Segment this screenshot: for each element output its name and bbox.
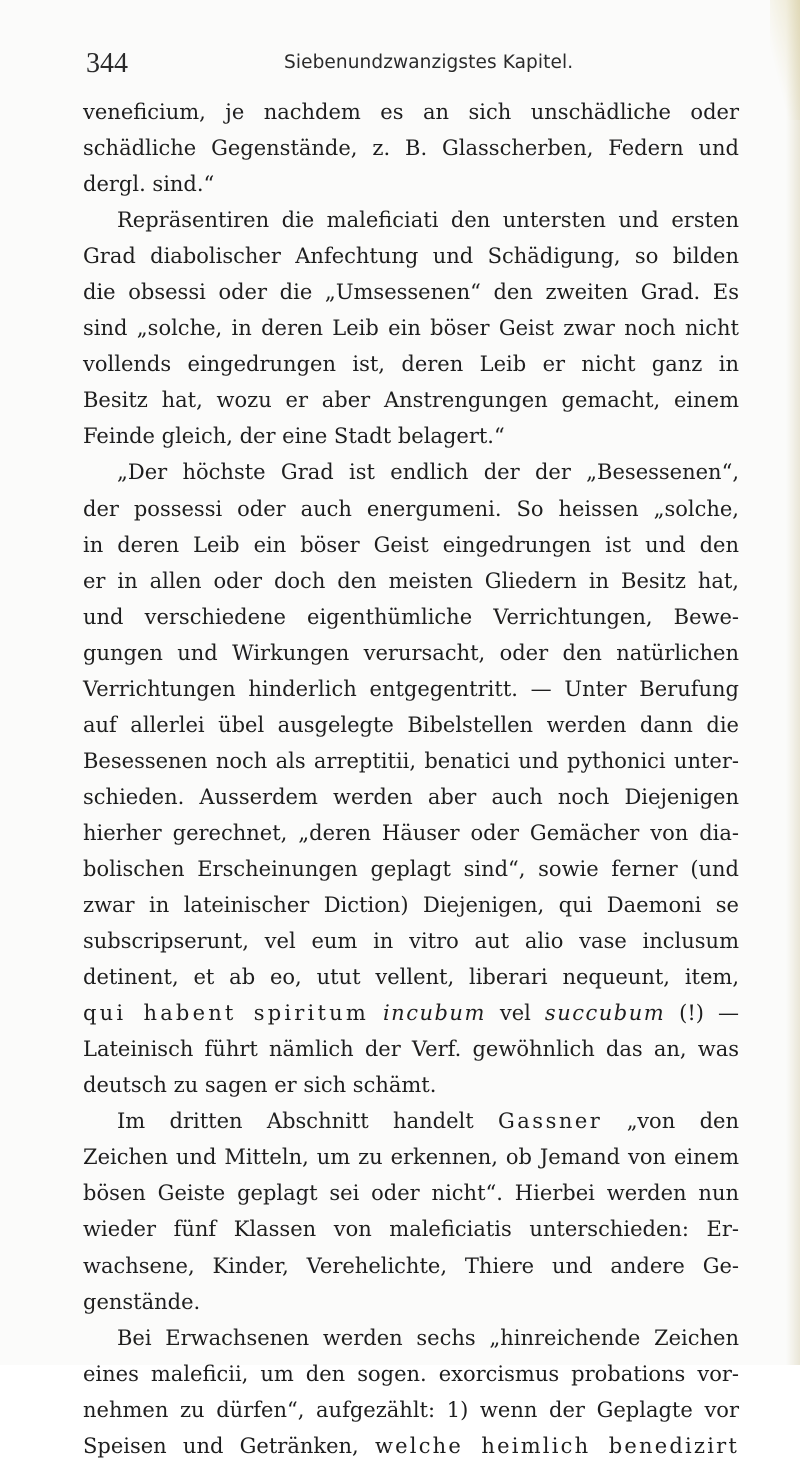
text-run: Gassner [498,1109,603,1134]
text-line: und verschiedene eigenthümliche Verrichtungen, Bewe- [83,604,739,629]
text-run: Im dritten Abschnitt handelt [117,1109,474,1134]
text-line: genstände. [83,1289,201,1314]
body-text [83,94,739,1464]
text-line: die obsessi oder die „Umsessenen“ den zweiten Grad. Es [83,280,739,305]
text-run: Speisen und Getränken, [83,1433,359,1458]
text-run: welche heimlich benedizirt [374,1433,739,1458]
text-line: schädliche Gegenstände, z. B. Glasscherben, Federn und [83,136,739,161]
text-run: vel [499,1001,531,1026]
text-line [83,1103,739,1139]
text-line: er in allen oder doch den meisten Gliedern in Besitz hat, [83,568,739,593]
text-line: Repräsentiren die maleficiati den untersten und ersten [117,208,739,233]
text-line [83,995,739,1031]
text-run: (!) — [679,1001,739,1026]
text-line: der possessi oder auch energumeni. So heissen „solche, [83,496,739,521]
text-line: dergl. sind.“ [83,172,215,197]
text-line: auf allerlei übel ausgelegte Bibelstellen werden dann die [83,712,739,737]
text-line: in deren Leib ein böser Geist eingedrungen ist und den [83,532,739,557]
page-edge-stain [770,0,800,120]
text-line: zwar in lateinischer Diction) Diejenigen, qui Daemoni se [83,893,739,918]
page-edge-shadow [786,0,800,1365]
text-line: Besitz hat, wozu er aber Anstrengungen gemacht, einem [83,388,739,413]
text-run: incubum [382,1001,486,1026]
text-line: schieden. Ausserdem werden aber auch noch Diejenigen [83,784,739,809]
text-line: Lateinisch führt nämlich der Verf. gewöhnlich das an, was [83,1037,739,1062]
text-line: sind „solche, in deren Leib ein böser Geist zwar noch nicht [83,316,739,341]
text-line: vollends eingedrungen ist, deren Leib er nicht ganz in [83,352,739,377]
text-run: „von den [626,1109,739,1134]
text-line: nehmen zu dürfen“, aufgezählt: 1) wenn der Geplagte vor [83,1397,739,1422]
text-line: Zeichen und Mitteln, um zu erkennen, ob Jemand von einem [83,1145,739,1170]
text-run: qui habent spiritum [83,1001,369,1026]
page-header [86,48,726,88]
page-number: 344 [86,48,128,79]
text-line [83,1428,739,1464]
text-line: wieder fünf Klassen von maleficiatis unterschieden: Er- [83,1217,739,1242]
text-line: Bei Erwachsenen werden sechs „hinreichende Zeichen [117,1325,739,1350]
text-line: detinent, et ab eo, utut vellent, liberari nequeunt, item, [83,965,739,990]
text-line: eines maleficii, um den sogen. exorcismus probations vor- [83,1361,739,1386]
running-head: Siebenundzwanzigstes Kapitel. [284,52,574,73]
text-line: bösen Geiste geplagt sei oder nicht“. Hierbei werden nun [83,1181,739,1206]
text-line: Grad diabolischer Anfechtung und Schädigung, so bilden [83,244,739,269]
text-line: deutsch zu sagen er sich schämt. [83,1073,437,1098]
text-run: succubum [544,1001,666,1026]
text-line: bolischen Erscheinungen geplagt sind“, sowie ferner (und [83,856,739,881]
text-line: veneficium, je nachdem es an sich unschädliche oder [83,100,739,124]
text-line: subscripserunt, vel eum in vitro aut alio vase inclusum [83,929,739,954]
text-line: Besessenen noch als arreptitii, benatici und pythonici unter- [83,748,739,773]
text-line: Feinde gleich, der eine Stadt belagert.“ [83,424,505,449]
text-line: hierher gerechnet, „deren Häuser oder Gemächer von dia- [83,820,739,845]
text-line: gungen und Wirkungen verursacht, oder den natürlichen [83,640,739,665]
text-line: Verrichtungen hinderlich entgegentritt. — Unter Berufung [83,676,739,701]
text-line: „Der höchste Grad ist endlich der der „Besessenen“, [117,460,739,485]
text-line: wachsene, Kinder, Verehelichte, Thiere und andere Ge- [83,1253,739,1278]
